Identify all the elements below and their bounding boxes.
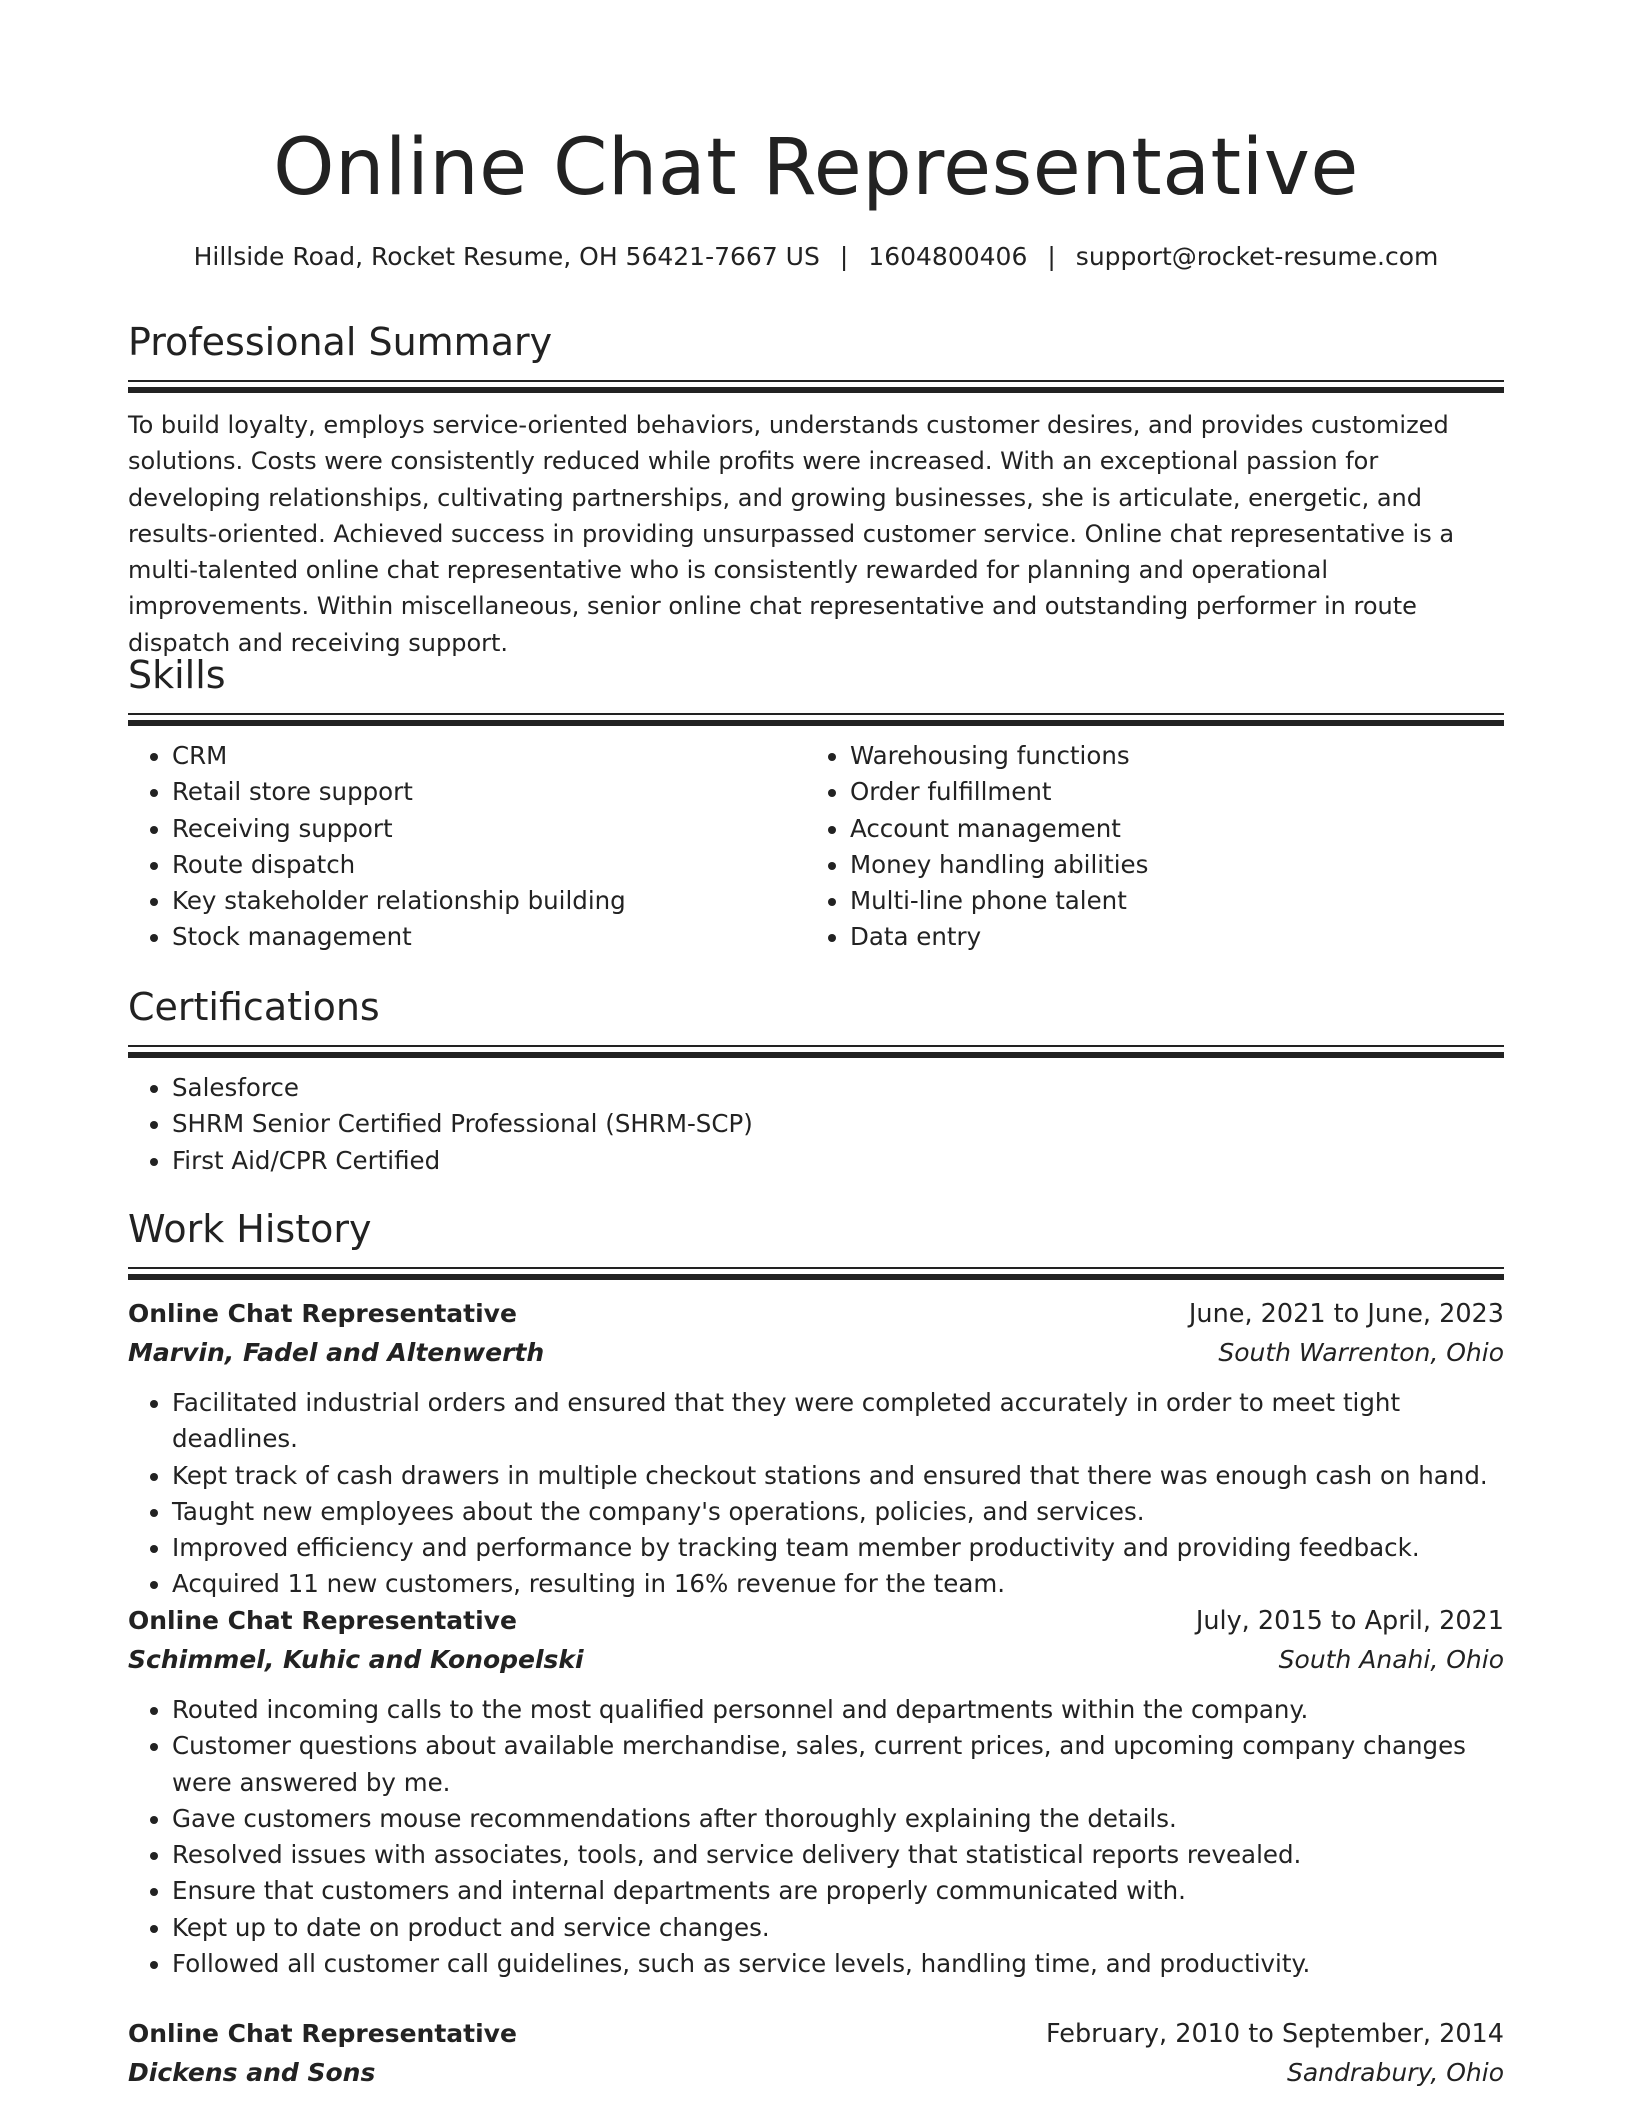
job-bullet: • Ensure that customers and internal departments are properly communicated with.	[172, 1873, 1504, 1909]
certifications-list	[128, 1070, 1504, 1179]
contact-phone[interactable]: 1604800406	[868, 242, 1028, 271]
skill-item: • Stock management	[172, 919, 806, 955]
job-bullet: • Customer questions about available merchandise, sales, current prices, and upcoming company changes were answered by me.	[172, 1728, 1504, 1801]
job-entry	[128, 1602, 1504, 1982]
job-dates: June, 2021 to June, 2023	[1188, 1299, 1504, 1329]
certifications-section	[128, 982, 1504, 1179]
contact-email[interactable]: support@rocket-resume.com	[1075, 242, 1439, 271]
contact-separator: |	[839, 242, 849, 271]
job-bullet: • Taught new employees about the company's operations, policies, and services.	[172, 1494, 1504, 1530]
job-bullet: • Gave customers mouse recommendations after thoroughly explaining the details.	[172, 1801, 1504, 1837]
skill-item: • Warehousing functions	[850, 738, 1484, 774]
job-company: Marvin, Fadel and Altenwerth	[128, 1338, 545, 1367]
skill-item: • Money handling abilities	[850, 847, 1484, 883]
section-divider	[128, 380, 1504, 393]
skill-item: • Order fulfillment	[850, 774, 1484, 810]
job-responsibilities	[128, 1385, 1504, 1603]
skills-section	[128, 650, 1504, 956]
certifications-heading: Certifications	[128, 985, 380, 1029]
summary-text: To build loyalty, employs service-oriented behaviors, understands customer desires, and provides customized solutions. Costs were consistently reduced while profits were increased. With an exceptional passion for developing relationships, cultivating partnerships, and growing businesses, she is articulate, energetic, and results-oriented. Achieved success in providing unsurpassed customer service. Online chat representative is a multi-talented online chat representative who is consistently rewarded for planning and operational improvements. Within miscellaneous, senior online chat representative and outstanding performer in route dispatch and receiving support.	[128, 411, 1455, 657]
contact-separator: |	[1047, 242, 1056, 271]
job-location: South Anahi, Ohio	[1278, 1645, 1504, 1674]
job-responsibilities	[128, 1692, 1504, 1982]
section-divider	[128, 713, 1504, 726]
job-bullet: • Followed all customer call guidelines, such as service levels, handling time, and productivity.	[172, 1946, 1504, 1982]
section-divider	[128, 1045, 1504, 1058]
job-bullet: • Facilitated industrial orders and ensured that they were completed accurately in order to meet tight deadlines.	[172, 1385, 1504, 1458]
section-divider	[128, 1267, 1504, 1280]
skill-item: • Route dispatch	[172, 847, 806, 883]
certification-item: • SHRM Senior Certified Professional (SHRM-SCP)	[172, 1106, 1504, 1142]
job-title: Online Chat Representative	[128, 1606, 517, 1635]
job-title: Online Chat Representative	[128, 2019, 517, 2048]
work-history-section	[128, 1204, 1504, 1280]
work-history-heading: Work History	[128, 1207, 372, 1251]
summary-section	[128, 317, 1504, 661]
job-location: Sandrabury, Ohio	[1286, 2058, 1504, 2087]
job-location: South Warrenton, Ohio	[1218, 1338, 1504, 1367]
job-dates: February, 2010 to September, 2014	[1046, 2019, 1504, 2049]
job-dates: July, 2015 to April, 2021	[1195, 1606, 1504, 1636]
job-bullet: • Resolved issues with associates, tools, and service delivery that statistical reports revealed.	[172, 1837, 1504, 1873]
skills-column-right	[806, 738, 1484, 956]
skills-heading: Skills	[128, 653, 226, 697]
skill-item: • Key stakeholder relationship building	[172, 883, 806, 919]
job-company: Dickens and Sons	[128, 2058, 376, 2087]
skills-column-left	[128, 738, 806, 956]
skill-item: • Data entry	[850, 919, 1484, 955]
job-bullet: • Acquired 11 new customers, resulting in 16% revenue for the team.	[172, 1566, 1504, 1602]
job-company: Schimmel, Kuhic and Konopelski	[128, 1645, 584, 1674]
job-title: Online Chat Representative	[128, 1299, 517, 1328]
skill-item: • Receiving support	[172, 811, 806, 847]
certification-item: • Salesforce	[172, 1070, 1504, 1106]
certification-item: • First Aid/CPR Certified	[172, 1143, 1504, 1179]
skill-item: • CRM	[172, 738, 806, 774]
skill-item: • Multi-line phone talent	[850, 883, 1484, 919]
skills-grid	[128, 738, 1504, 956]
summary-heading: Professional Summary	[128, 320, 553, 364]
job-entry	[128, 2015, 1504, 2093]
job-entry	[128, 1295, 1504, 1603]
skill-item: • Retail store support	[172, 774, 806, 810]
skill-item: • Account management	[850, 811, 1484, 847]
contact-address: Hillside Road, Rocket Resume, OH 56421-7667 US	[193, 242, 820, 271]
candidate-name: Online Chat Representative	[273, 123, 1359, 213]
job-bullet: • Routed incoming calls to the most qualified personnel and departments within the company.	[172, 1692, 1504, 1728]
job-bullet: • Kept track of cash drawers in multiple checkout stations and ensured that there was enough cash on hand.	[172, 1458, 1504, 1494]
job-bullet: • Improved efficiency and performance by tracking team member productivity and providing feedback.	[172, 1530, 1504, 1566]
contact-line	[128, 238, 1504, 276]
job-bullet: • Kept up to date on product and service changes.	[172, 1910, 1504, 1946]
